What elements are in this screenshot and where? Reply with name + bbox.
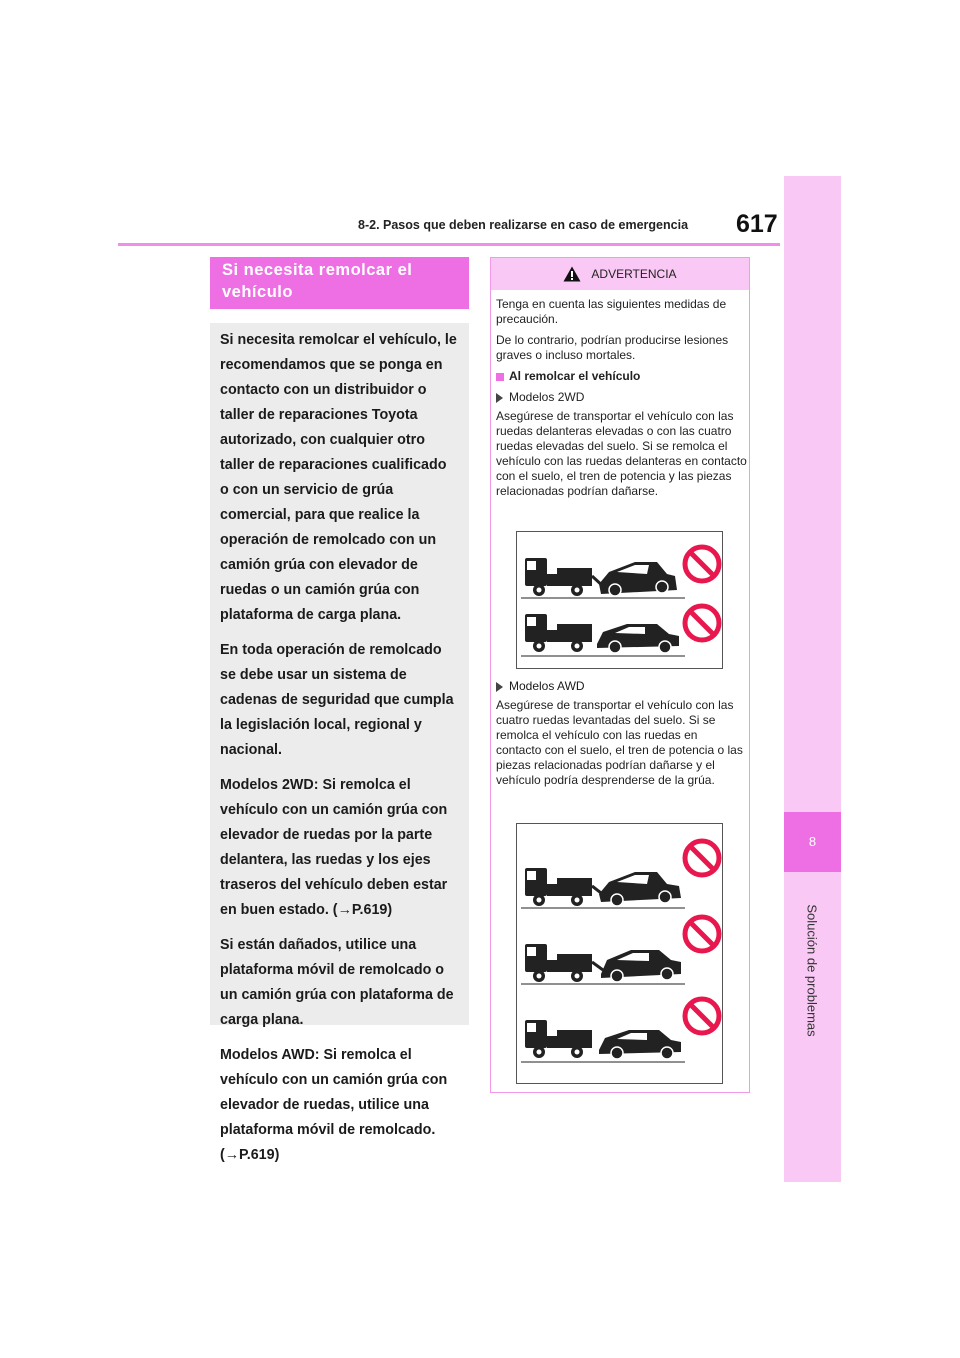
illustration-awd-towing [516, 823, 723, 1084]
warning-subheading [496, 369, 749, 384]
suv-on-ground-icon [597, 624, 679, 653]
chapter-title-vertical [784, 880, 841, 1060]
illustration-2wd-towing [516, 531, 723, 669]
suv-towed-icon [599, 872, 681, 906]
page-number: 617 [736, 210, 778, 238]
body-paragraph: Si están dañados, utilice una plataforma móvil de remolcado o un camión grúa con plataforma de carga plana. [220, 937, 454, 1028]
prohibition-icon [685, 841, 719, 875]
chapter-title: Solución de problemas [805, 903, 820, 1037]
suv-towed-icon [599, 562, 677, 596]
warning-intro: De lo contrario, podrían producirse lesiones graves o incluso mortales. [496, 333, 729, 362]
section-title: 8-2. Pasos que deben realizarse en caso de emergencia [358, 218, 689, 232]
chapter-number: 8 [784, 812, 841, 872]
prohibition-icon [685, 606, 719, 640]
model-label-2wd [496, 390, 749, 405]
prohibition-icon [685, 547, 719, 581]
suv-on-ground-icon [599, 1030, 681, 1059]
header-divider [118, 243, 780, 246]
body-paragraph: Modelos 2WD: Si remolca el vehículo con un camión grúa con elevador de ruedas por la parte delantera, las ruedas y los ejes traseros del vehículo deben estar en buen estado. (→P.619) [220, 777, 448, 918]
warning-header [491, 258, 749, 290]
warning-triangle-icon [563, 266, 581, 282]
warning-text-2wd: Asegúrese de transportar el vehículo con las ruedas delanteras elevadas o con las cuatro ruedas elevadas del suelo. Si se remolca el vehículo con las ruedas delanteras en contacto con el suelo, el tren de potencia y las piezas relacionadas podrían dañarse. [496, 409, 747, 498]
square-bullet-icon [496, 373, 504, 381]
warning-title: ADVERTENCIA [591, 267, 677, 281]
triangle-bullet-icon [496, 393, 503, 403]
tow-truck-icon [525, 558, 605, 596]
towing-prohibited-illustration [517, 824, 722, 1083]
body-paragraph: En toda operación de remolcado se debe usar un sistema de cadenas de seguridad que cumpla la legislación local, regional y nacional. [220, 642, 454, 758]
model-awd-label: Modelos AWD [509, 679, 585, 693]
prohibition-icon [685, 917, 719, 951]
model-label-awd [496, 679, 746, 694]
awd-section [496, 679, 746, 788]
tow-truck-icon [525, 868, 605, 906]
warning-subheading-label: Al remolcar el vehículo [509, 369, 641, 383]
tow-truck-icon [525, 944, 603, 982]
warning-intro: Tenga en cuenta las siguientes medidas de precaución. [496, 297, 727, 326]
body-paragraph: Modelos AWD: Si remolca el vehículo con un camión grúa con elevador de ruedas, utilice una plataforma móvil de remolcado. (→P.619) [220, 1047, 448, 1163]
model-2wd-label: Modelos 2WD [509, 390, 585, 404]
towing-prohibited-illustration [517, 532, 722, 668]
section-heading: Si necesita remolcar el vehículo [210, 257, 469, 309]
warning-text-awd: Asegúrese de transportar el vehículo con las cuatro ruedas levantadas del suelo. Si se remolca el vehículo con las ruedas en contacto con el suelo, el tren de potencia o las piezas relacionadas podrían dañarse y el vehículo podría desprenderse de la grúa. [496, 698, 743, 787]
side-tab-background [784, 176, 841, 812]
body-paragraph: Si necesita remolcar el vehículo, le recomendamos que se ponga en contacto con un distribuidor o taller de reparaciones Toyota autorizado, con cualquier otro taller de reparaciones cualificado o con un servicio de grúa comercial, para que realice la operación de remolcado con un camión grúa con elevador de ruedas o un camión grúa con plataforma de carga plana. [220, 332, 457, 623]
section-body [210, 323, 469, 1163]
suv-towed-icon [601, 950, 681, 982]
triangle-bullet-icon [496, 682, 503, 692]
tow-truck-icon [525, 614, 592, 652]
prohibition-icon [685, 999, 719, 1033]
tow-truck-icon [525, 1020, 592, 1058]
